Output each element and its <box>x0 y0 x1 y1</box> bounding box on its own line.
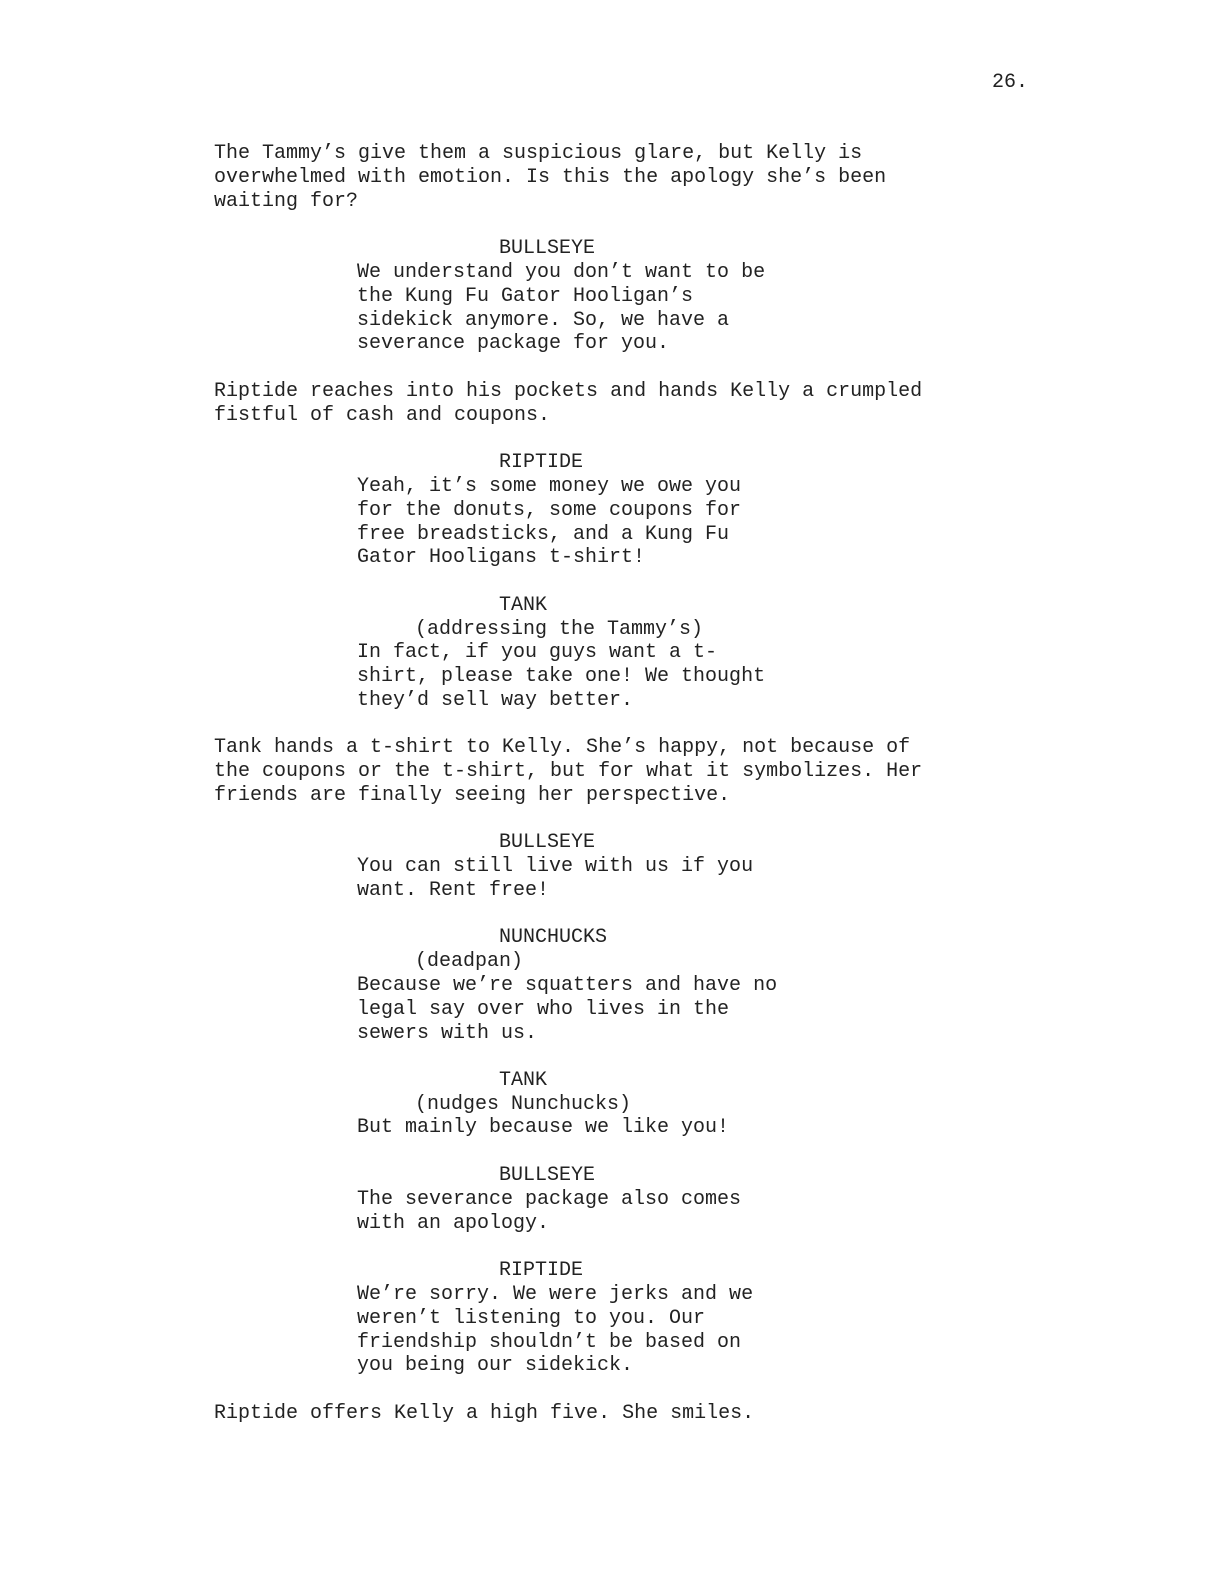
character-name: RIPTIDE <box>499 451 584 474</box>
dialogue: We’re sorry. We were jerks and we weren’t listening to you. Our friendship shouldn’t be based on you being our sidekick. <box>357 1283 754 1378</box>
dialogue: Because we’re squatters and have no legal say over who lives in the sewers with us. <box>357 974 778 1045</box>
action-line: Riptide reaches into his pockets and hands Kelly a crumpled fistful of cash and coupons. <box>214 380 923 427</box>
character-name: BULLSEYE <box>499 237 596 260</box>
parenthetical: (deadpan) <box>415 950 524 973</box>
dialogue: In fact, if you guys want a t- shirt, please take one! We thought they’d sell way better. <box>357 641 766 712</box>
dialogue: You can still live with us if you want. Rent free! <box>357 855 754 902</box>
action-line: The Tammy’s give them a suspicious glare, but Kelly is overwhelmed with emotion. Is this the apology she’s been waiting for? <box>214 142 887 213</box>
action-line: Riptide offers Kelly a high five. She smiles. <box>214 1402 755 1425</box>
dialogue: We understand you don’t want to be the Kung Fu Gator Hooligan’s sidekick anymore. So, we have a severance package for you. <box>357 261 766 356</box>
dialogue: The severance package also comes with an apology. <box>357 1188 742 1235</box>
character-name: TANK <box>499 594 548 617</box>
dialogue: Yeah, it’s some money we owe you for the donuts, some coupons for free breadsticks, and a Kung Fu Gator Hooligans t-shirt! <box>357 475 742 570</box>
character-name: TANK <box>499 1069 548 1092</box>
dialogue: But mainly because we like you! <box>357 1116 730 1139</box>
parenthetical: (addressing the Tammy’s) <box>415 618 704 641</box>
action-line: Tank hands a t-shirt to Kelly. She’s happy, not because of the coupons or the t-shirt, but for what it symbolizes. Her friends are finally seeing her perspective. <box>214 736 923 807</box>
character-name: BULLSEYE <box>499 831 596 854</box>
character-name: RIPTIDE <box>499 1259 584 1282</box>
character-name: NUNCHUCKS <box>499 926 608 949</box>
character-name: BULLSEYE <box>499 1164 596 1187</box>
page-number: 26. <box>992 71 1029 94</box>
parenthetical: (nudges Nunchucks) <box>415 1093 632 1116</box>
